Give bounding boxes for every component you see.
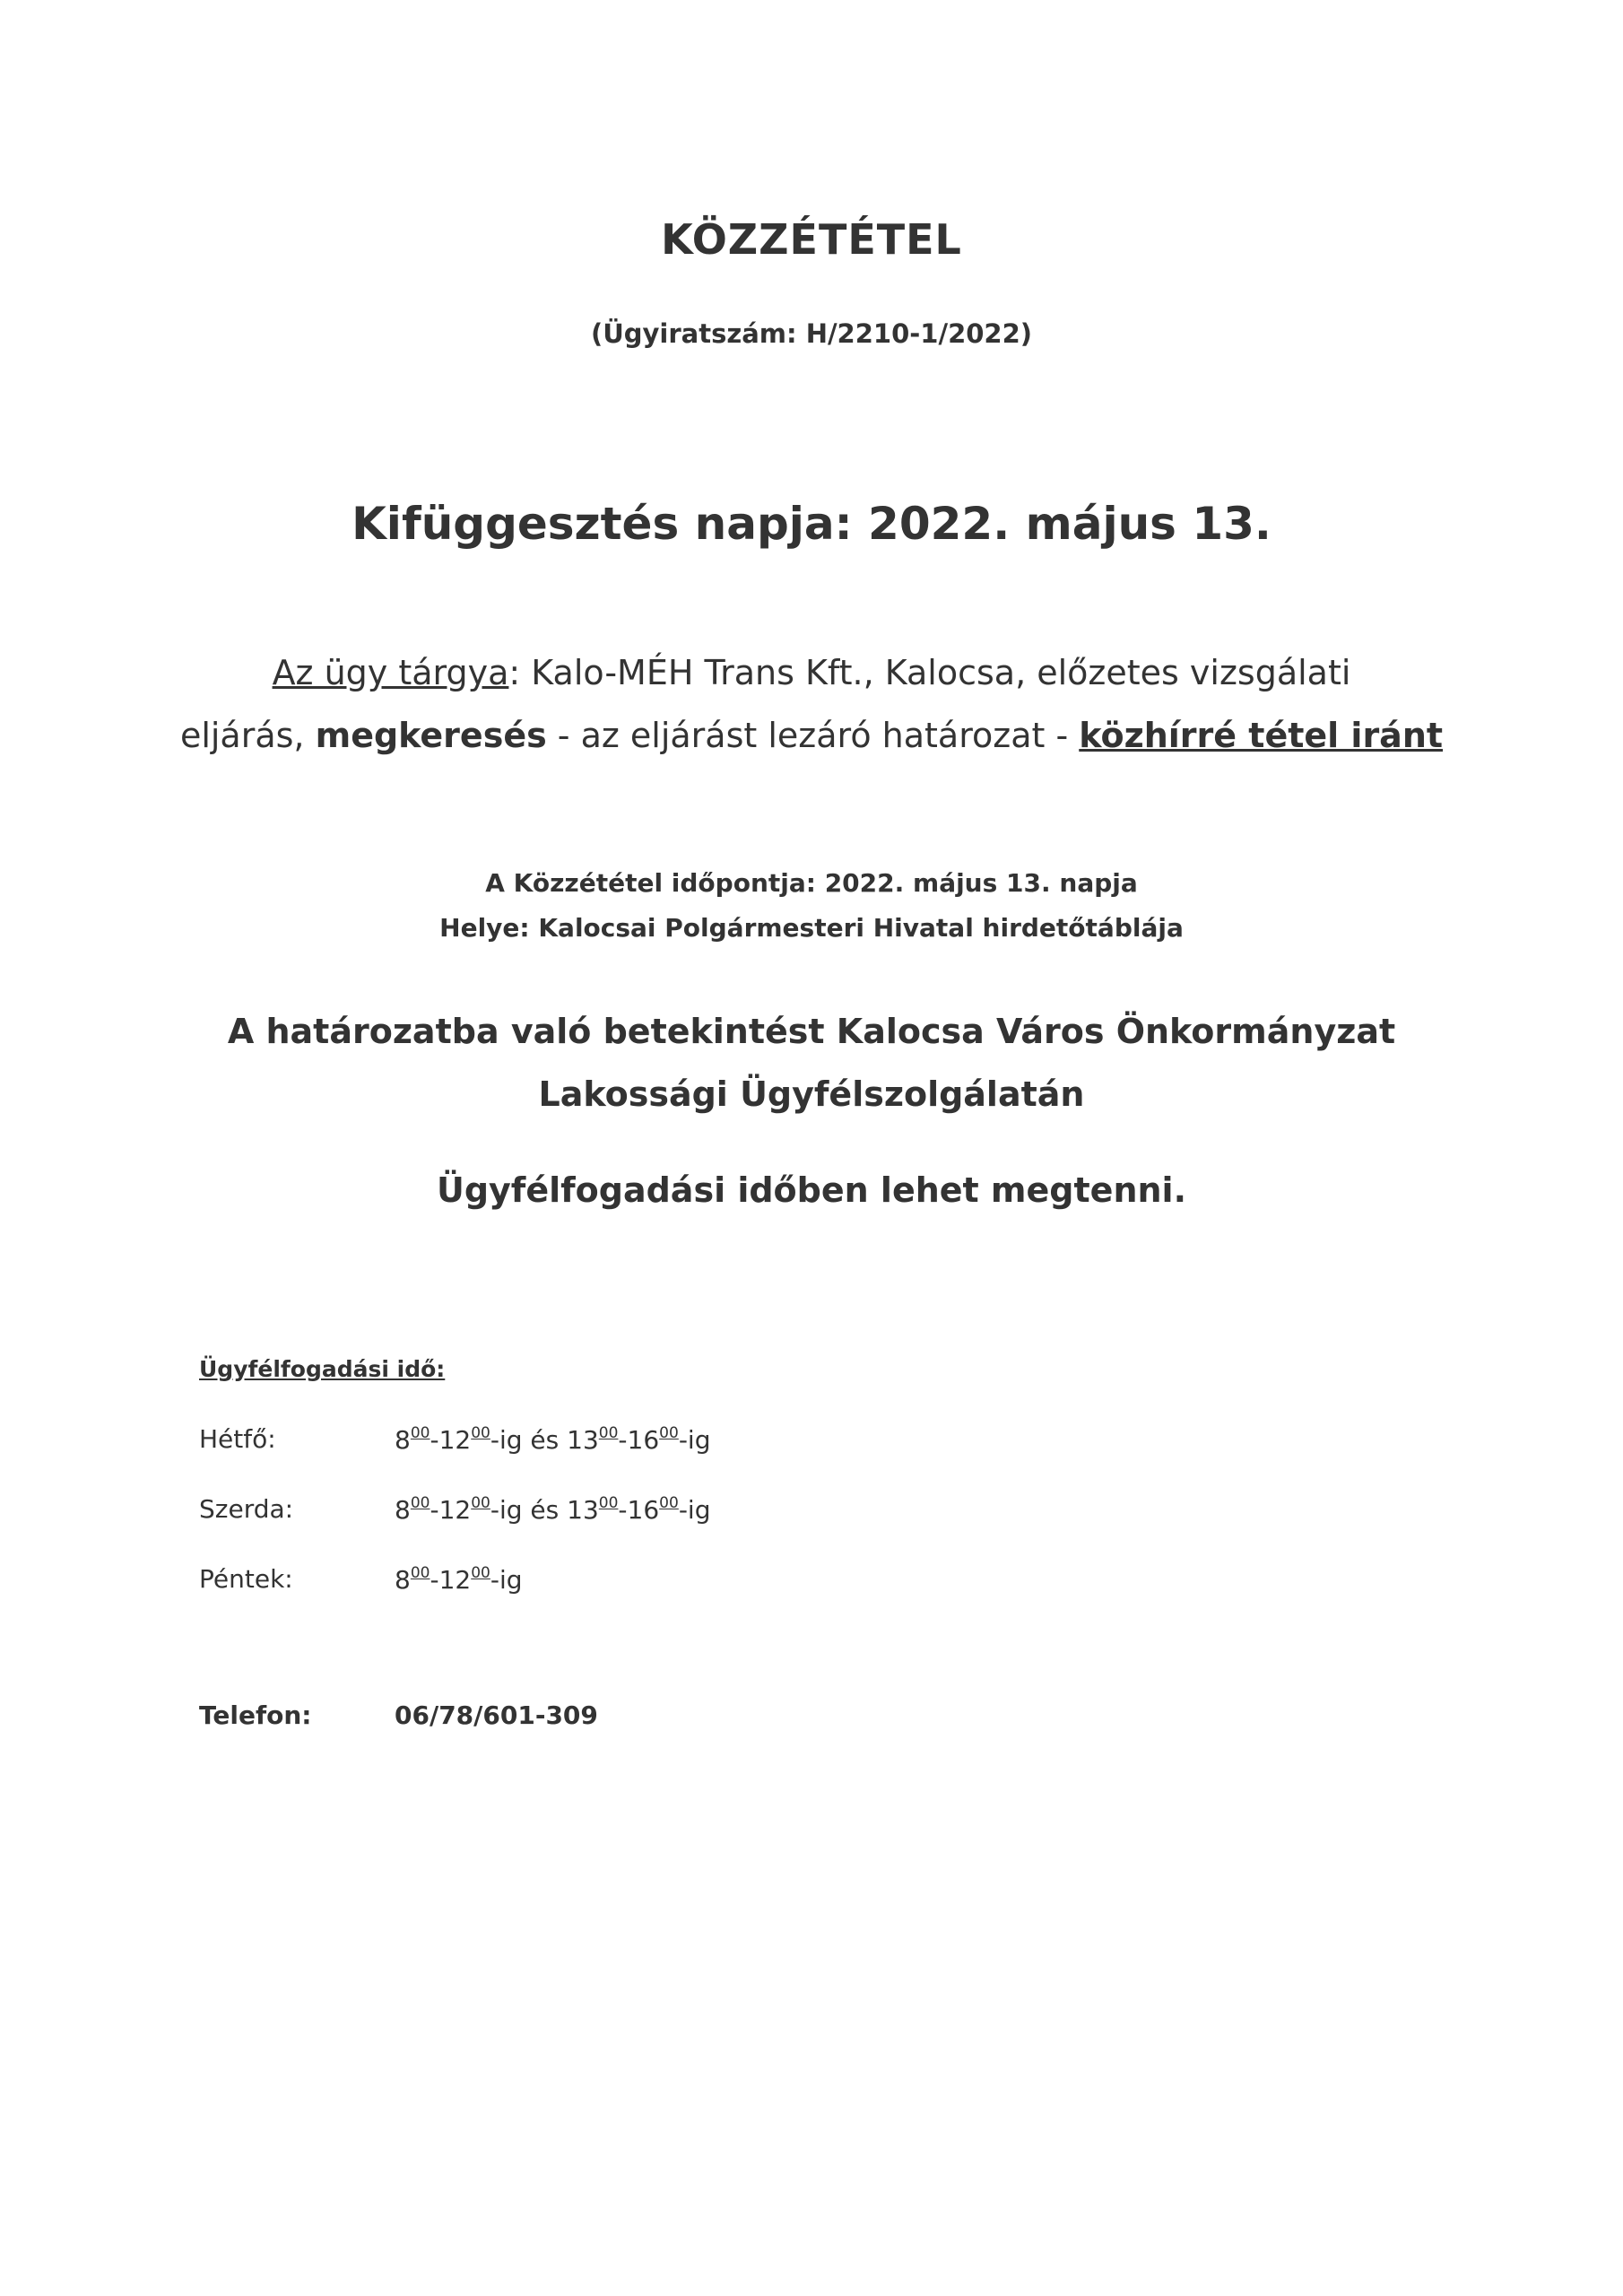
- subject-line-2-middle: - az eljárást lezáró határozat -: [546, 716, 1080, 755]
- posting-date: Kifüggesztés napja: 2022. május 13.: [352, 498, 1271, 550]
- day-label: Szerda:: [199, 1494, 294, 1524]
- subject-line-1-text: Kalo-MÉH Trans Kft., Kalocsa, előzetes vizsgálati: [520, 653, 1351, 692]
- inspection-line-1: A határozatba való betekintést Kalocsa Város Önkormányzat: [227, 1012, 1396, 1051]
- subject-request: megkeresés: [315, 716, 547, 755]
- subject-paragraph: [0, 641, 1623, 767]
- subject-label: Az ügy tárgya: [272, 653, 509, 692]
- subject-line-2-start: eljárás,: [179, 716, 316, 755]
- office-hours-title: Ügyfélfogadási idő:: [199, 1356, 446, 1382]
- hours-value: $8^{00}-12^{00}-ig$ és $13^{00}-16^{00}-ig$: [395, 1424, 711, 1455]
- phone-label: Telefon:: [199, 1700, 312, 1730]
- case-number: (Ügyiratszám: H/2210-1/2022): [590, 318, 1033, 349]
- inspection-line-2: Lakossági Ügyfélszolgálatán: [538, 1074, 1085, 1114]
- subject-line-2: [0, 704, 1623, 767]
- hours-value: $8^{00}-12^{00}-ig$: [395, 1564, 523, 1595]
- subject-colon: :: [508, 653, 521, 692]
- day-label: Hétfő:: [199, 1424, 276, 1454]
- subject-public-notice: közhírré tétel iránt: [1079, 716, 1444, 755]
- publication-place: Helye: Kalocsai Polgármesteri Hivatal hirdetőtáblája: [439, 913, 1184, 943]
- document-title: KÖZZÉTÉTEL: [661, 215, 962, 264]
- publication-info: [0, 861, 1623, 951]
- publication-time: A Közzététel időpontja: 2022. május 13. napja: [485, 868, 1138, 898]
- inspection-possible: Ügyfélfogadási időben lehet megtenni.: [436, 1170, 1187, 1210]
- hours-value: $8^{00}-12^{00}-ig$ és $13^{00}-16^{00}-ig$: [395, 1494, 711, 1525]
- phone-number: 06/78/601-309: [395, 1700, 598, 1730]
- subject-line-1: [0, 641, 1623, 704]
- day-label: Péntek:: [199, 1564, 293, 1594]
- inspection-info: [0, 1000, 1623, 1126]
